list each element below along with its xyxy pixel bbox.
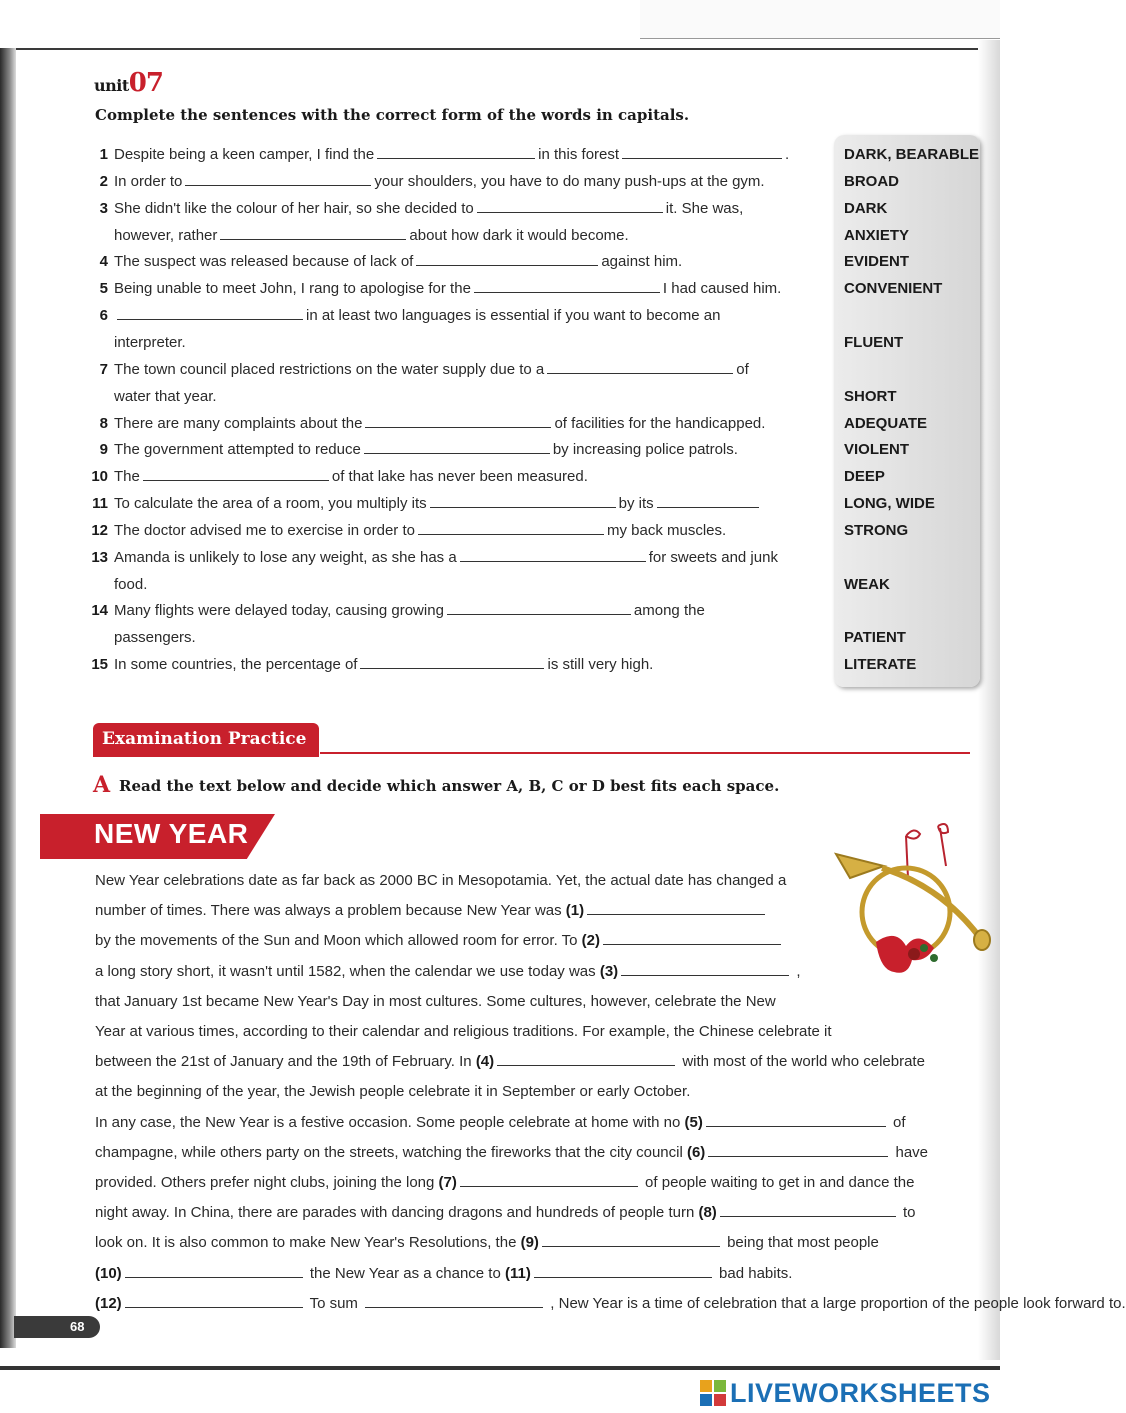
gap-blank[interactable] bbox=[460, 1174, 638, 1187]
passage-line bbox=[95, 1265, 792, 1282]
answer-blank[interactable] bbox=[377, 146, 535, 159]
exercise-sentence bbox=[114, 307, 720, 324]
gap-number: (6) bbox=[686, 1143, 706, 1161]
item-number: 3 bbox=[99, 199, 108, 217]
passage-text: provided. Others prefer night clubs, joining the long bbox=[95, 1174, 439, 1191]
part-letter: A bbox=[93, 772, 111, 798]
unit-label: unit bbox=[94, 76, 129, 95]
passage-text: New Year celebrations date as far back as 2000 BC in Mesopotamia. Yet, the actual date has changed a bbox=[95, 872, 787, 889]
word-in-capitals: CONVENIENT bbox=[844, 280, 943, 298]
answer-blank[interactable] bbox=[477, 200, 663, 213]
passage-line bbox=[95, 993, 776, 1010]
answer-blank[interactable] bbox=[185, 173, 371, 186]
part-a-instruction: Read the text below and decide which answer A, B, C or D best fits each space. bbox=[119, 777, 780, 795]
answer-blank[interactable] bbox=[143, 468, 329, 481]
sentence-text: To calculate the area of a room, you multiply its bbox=[114, 495, 427, 513]
passage-line bbox=[95, 1204, 916, 1221]
liveworksheets-logo bbox=[700, 1378, 991, 1408]
exercise-sentence bbox=[114, 602, 705, 619]
word-in-capitals: WEAK bbox=[844, 575, 890, 593]
passage-text: to bbox=[898, 1204, 916, 1222]
exercise-sentence bbox=[114, 200, 743, 217]
sentence-continuation: interpreter. bbox=[114, 333, 186, 351]
gap-number: (10) bbox=[95, 1264, 122, 1282]
unit-heading bbox=[94, 68, 163, 98]
item-number: 6 bbox=[99, 307, 108, 325]
logo-grid-icon bbox=[700, 1380, 726, 1406]
answer-blank[interactable] bbox=[430, 495, 616, 508]
sentence-text: Despite being a keen camper, I find the bbox=[114, 146, 375, 163]
exercise-sentence bbox=[114, 522, 726, 539]
passage-line bbox=[95, 1053, 925, 1070]
word-in-capitals: ADEQUATE bbox=[844, 414, 928, 432]
answer-blank[interactable] bbox=[474, 280, 660, 293]
item-number: 8 bbox=[99, 414, 108, 432]
passage-text: by the movements of the Sun and Moon which allowed room for error. To bbox=[95, 932, 582, 950]
passage-text: of bbox=[888, 1113, 906, 1131]
sentence-text: In order to bbox=[114, 172, 183, 190]
sentence-continuation: passengers. bbox=[114, 629, 196, 647]
item-number: 14 bbox=[91, 602, 108, 620]
gap-blank[interactable] bbox=[603, 932, 781, 945]
item-number: 12 bbox=[91, 521, 108, 539]
page-number-tab bbox=[14, 1316, 100, 1338]
passage-text: the New Year as a chance to bbox=[305, 1264, 505, 1282]
exercise-sentence bbox=[114, 280, 781, 297]
sentence-text: I had caused him. bbox=[662, 280, 782, 298]
exercise-sentence bbox=[114, 549, 778, 566]
item-number: 15 bbox=[91, 656, 108, 674]
sentence-text: of facilities for the handicapped. bbox=[554, 414, 766, 432]
gap-blank[interactable] bbox=[708, 1144, 888, 1157]
sentence-text: it. She was, bbox=[665, 199, 744, 217]
passage-line bbox=[95, 1083, 690, 1100]
gap-blank[interactable] bbox=[365, 1295, 543, 1308]
sentence-text: for sweets and junk bbox=[648, 548, 778, 566]
item-number: 5 bbox=[99, 280, 108, 298]
answer-blank[interactable] bbox=[365, 415, 551, 428]
passage-text: To sum bbox=[305, 1294, 363, 1312]
passage-text: look on. It is also common to make New Year's Resolutions, the bbox=[95, 1234, 521, 1252]
sentence-text: The government attempted to reduce bbox=[114, 441, 361, 459]
passage-text: number of times. There was always a problem because New Year was bbox=[95, 902, 566, 920]
passage-text: night away. In China, there are parades with dancing dragons and hundreds of people turn bbox=[95, 1204, 699, 1222]
word-in-capitals: ANXIETY bbox=[844, 226, 910, 244]
exercise-sentence bbox=[114, 468, 588, 485]
exercise-sentence bbox=[114, 441, 738, 458]
sentence-text: of bbox=[736, 360, 749, 378]
exercise-sentence bbox=[114, 415, 765, 432]
passage-text: a long story short, it wasn't until 1582, when the calendar we use today was bbox=[95, 962, 600, 980]
answer-blank[interactable] bbox=[657, 495, 759, 508]
sentence-text: against him. bbox=[601, 253, 683, 271]
sentence-text: Many flights were delayed today, causing growing bbox=[114, 602, 444, 620]
passage-text: Year at various times, according to their calendar and religious traditions. For example, the Chinese celebrate it bbox=[95, 1023, 832, 1040]
gap-blank[interactable] bbox=[125, 1295, 303, 1308]
sentence-text: She didn't like the colour of her hair, so she decided to bbox=[114, 199, 474, 217]
answer-blank[interactable] bbox=[360, 656, 544, 669]
item-number: 9 bbox=[99, 441, 108, 459]
answer-blank[interactable] bbox=[622, 146, 782, 159]
sentence-text: however, rather bbox=[114, 226, 218, 244]
passage-text: that January 1st became New Year's Day in most cultures. Some cultures, however, celebrate the New bbox=[95, 992, 776, 1010]
passage-text: with most of the world who celebrate bbox=[678, 1053, 925, 1071]
passage-text: bad habits. bbox=[714, 1264, 793, 1282]
passage-line bbox=[95, 1023, 832, 1040]
gap-blank[interactable] bbox=[587, 902, 765, 915]
word-in-capitals: LONG, WIDE bbox=[844, 495, 935, 513]
gap-number: (3) bbox=[599, 962, 619, 980]
page-number: 68 bbox=[70, 1319, 85, 1334]
item-number: 10 bbox=[91, 468, 108, 486]
answer-blank[interactable] bbox=[416, 253, 598, 266]
passage-text: at the beginning of the year, the Jewish people celebrate it in September or early October. bbox=[95, 1083, 691, 1101]
item-number: 4 bbox=[99, 253, 108, 271]
gap-blank[interactable] bbox=[125, 1265, 303, 1278]
sentence-text: about how dark it would become. bbox=[409, 226, 629, 244]
word-in-capitals: VIOLENT bbox=[844, 441, 910, 459]
exam-practice-rule bbox=[320, 752, 970, 754]
exercise-sentence bbox=[114, 253, 682, 270]
sentence-text: your shoulders, you have to do many push-ups at the gym. bbox=[374, 172, 765, 190]
sentence-text: The town council placed restrictions on the water supply due to a bbox=[114, 360, 545, 378]
answer-blank[interactable] bbox=[447, 602, 631, 615]
gap-blank[interactable] bbox=[542, 1234, 720, 1247]
exercise-sentence bbox=[114, 361, 749, 378]
sentence-text: is still very high. bbox=[547, 656, 654, 674]
word-in-capitals: STRONG bbox=[844, 521, 909, 539]
gap-blank[interactable] bbox=[706, 1114, 886, 1127]
sentence-text: There are many complaints about the bbox=[114, 414, 363, 432]
sentence-text: The doctor advised me to exercise in order to bbox=[114, 521, 415, 539]
sentence-text: among the bbox=[633, 602, 705, 620]
word-in-capitals: SHORT bbox=[844, 387, 897, 405]
horn-wreath-illustration bbox=[836, 818, 996, 988]
exam-practice-heading: Examination Practice bbox=[102, 729, 307, 749]
word-bank-box bbox=[834, 135, 980, 687]
item-number: 1 bbox=[99, 146, 108, 163]
passage-text: between the 21st of January and the 19th of February. In bbox=[95, 1053, 476, 1071]
passage-text: , bbox=[792, 962, 801, 980]
item-number: 2 bbox=[99, 172, 108, 190]
sentence-text: Amanda is unlikely to lose any weight, as she has a bbox=[114, 548, 457, 566]
passage-line bbox=[95, 1174, 914, 1191]
exercise-sentence bbox=[114, 656, 653, 673]
sentence-text: . bbox=[785, 146, 790, 163]
sentence-text: in at least two languages is essential if you want to become an bbox=[306, 307, 721, 325]
book-spine-shadow bbox=[0, 48, 16, 1348]
gap-number: (5) bbox=[684, 1113, 703, 1131]
item-number: 11 bbox=[92, 495, 108, 513]
word-in-capitals: FLUENT bbox=[844, 333, 904, 351]
passage-text: being that most people bbox=[722, 1234, 879, 1252]
sentence-continuation: food. bbox=[114, 575, 148, 593]
gap-number: (9) bbox=[520, 1234, 539, 1252]
sentence-text: of that lake has never been measured. bbox=[331, 468, 588, 486]
exercise-instruction: Complete the sentences with the correct form of the words in capitals. bbox=[95, 106, 690, 124]
passage-line bbox=[95, 872, 786, 889]
gap-blank[interactable] bbox=[497, 1053, 675, 1066]
passage-text: , New Year is a time of celebration that a large proportion of the people look forward to. bbox=[546, 1294, 1126, 1312]
sentence-text: Being unable to meet John, I rang to apologise for the bbox=[114, 280, 471, 298]
unit-number: 07 bbox=[128, 68, 163, 98]
passage-title: NEW YEAR bbox=[94, 818, 249, 849]
answer-blank[interactable] bbox=[117, 307, 303, 320]
answer-blank[interactable] bbox=[418, 522, 604, 535]
word-in-capitals: DARK, BEARABLE bbox=[844, 146, 979, 163]
sentence-text: by increasing police patrols. bbox=[552, 441, 738, 459]
gap-number: (11) bbox=[505, 1264, 531, 1282]
exercise-sentence bbox=[114, 173, 765, 190]
passage-text: of people waiting to get in and dance the bbox=[640, 1174, 915, 1191]
word-in-capitals: EVIDENT bbox=[844, 253, 910, 271]
passage-text: champagne, while others party on the streets, watching the fireworks that the city council bbox=[95, 1143, 687, 1161]
right-page-shadow bbox=[978, 40, 1000, 1360]
item-number: 7 bbox=[99, 360, 108, 378]
gap-number: (8) bbox=[698, 1204, 717, 1222]
answer-blank[interactable] bbox=[220, 227, 406, 240]
gap-blank[interactable] bbox=[621, 963, 789, 976]
word-in-capitals: PATIENT bbox=[844, 629, 906, 647]
word-in-capitals: LITERATE bbox=[844, 656, 917, 674]
word-in-capitals: BROAD bbox=[844, 172, 899, 190]
bottom-page-edge bbox=[0, 1366, 1000, 1370]
gap-blank[interactable] bbox=[720, 1204, 896, 1217]
sentence-continuation: water that year. bbox=[114, 387, 217, 405]
gap-number: (4) bbox=[475, 1053, 495, 1071]
sentence-text: The suspect was released because of lack of bbox=[114, 253, 414, 271]
gap-number: (2) bbox=[581, 932, 600, 950]
logo-wordmark: LIVEWORKSHEETS bbox=[730, 1377, 991, 1408]
word-in-capitals: DARK bbox=[844, 199, 888, 217]
passage-line bbox=[95, 1114, 906, 1131]
gap-number: (12) bbox=[95, 1294, 122, 1312]
gap-number: (7) bbox=[438, 1174, 457, 1191]
passage-line bbox=[95, 963, 801, 980]
sentence-text: by its bbox=[618, 495, 654, 513]
passage-line bbox=[95, 1234, 879, 1251]
answer-blank[interactable] bbox=[547, 361, 733, 374]
passage-line bbox=[95, 902, 768, 919]
top-page-strip-right bbox=[640, 0, 1000, 39]
sentence-text: The bbox=[114, 468, 140, 486]
sentence-text: in this forest bbox=[538, 146, 620, 163]
passage-line bbox=[95, 932, 784, 949]
passage-text: have bbox=[891, 1143, 929, 1161]
passage-line bbox=[95, 1295, 1126, 1312]
passage-text: In any case, the New Year is a festive occasion. Some people celebrate at home with no bbox=[95, 1113, 685, 1131]
exercise-sentence bbox=[114, 146, 789, 163]
exercise-sentence bbox=[114, 495, 762, 512]
passage-line bbox=[95, 1144, 928, 1161]
sentence-text: my back muscles. bbox=[606, 521, 727, 539]
item-number: 13 bbox=[91, 548, 108, 566]
gap-blank[interactable] bbox=[534, 1265, 712, 1278]
gap-number: (1) bbox=[565, 902, 585, 920]
answer-blank[interactable] bbox=[460, 549, 646, 562]
sentence-text: In some countries, the percentage of bbox=[114, 656, 358, 674]
exercise-sentence bbox=[114, 227, 629, 244]
answer-blank[interactable] bbox=[364, 441, 550, 454]
word-in-capitals: DEEP bbox=[844, 468, 885, 486]
